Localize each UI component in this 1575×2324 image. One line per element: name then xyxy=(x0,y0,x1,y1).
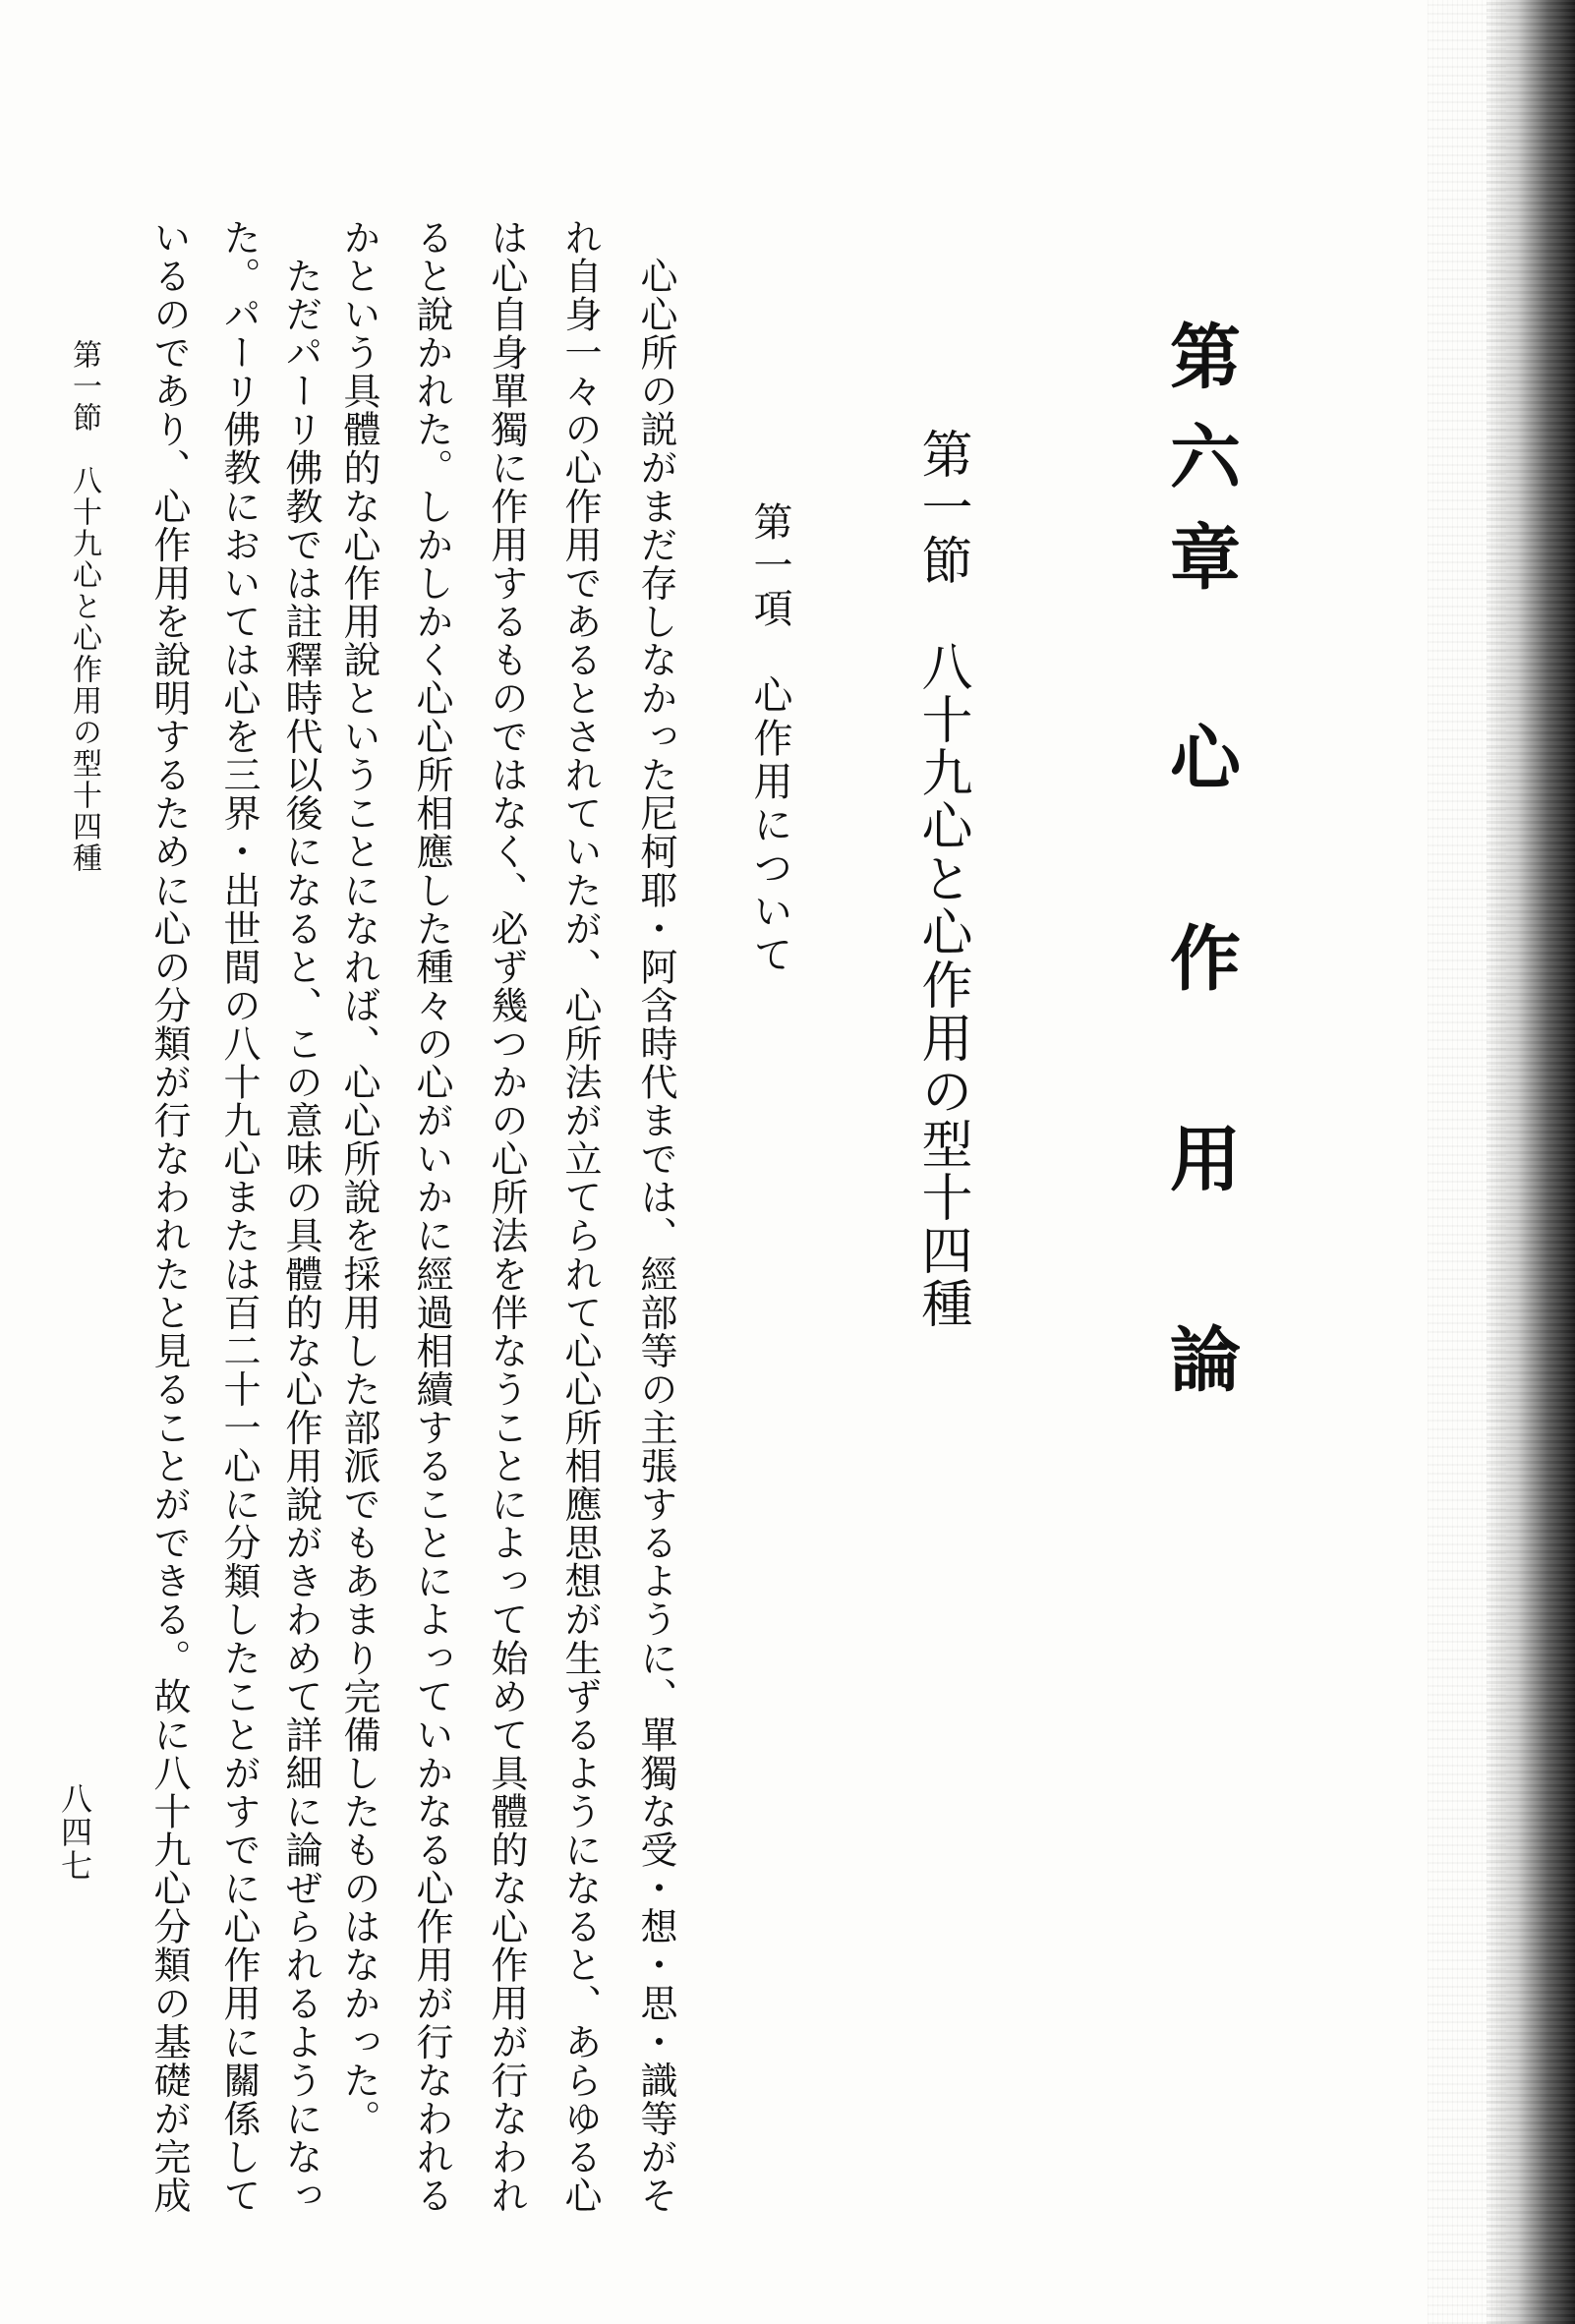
body-line: 心心所の説がまだ存しなかった尼柯耶・阿含時代までは、經部等の主張するように、單獨な受・想・思・識等がそ xyxy=(634,218,677,2215)
page-number: 八四七 xyxy=(56,1782,93,1883)
body-line: た。パーリ佛教においては心を三界・出世間の八十九心または百二十一心に分類したことがすでに心作用に關係して xyxy=(217,218,261,2215)
item-title: 第一項 心作用について xyxy=(747,501,792,977)
body-line: いるのであり、心作用を說明するために心の分類が行なわれたと見ることができる。故に八十九心分類の基礎が完成 xyxy=(147,218,191,2215)
body-line: れ自身一々の心作用であるとされていたが、心所法が立てられて心心所相應思想が生ずるようになると、あらゆる心 xyxy=(558,218,602,2215)
body-line: ただパーリ佛教では註釋時代以後になると、この意味の具體的な心作用說がきわめて詳細に論ぜられるようになっ xyxy=(279,218,322,2215)
running-head: 第一節 八十九心と心作用の型十四種 xyxy=(67,339,101,874)
section-title: 第一節 八十九心と心作用の型十四種 xyxy=(912,428,971,1330)
body-line: は心自身單獨に作用するものではなく、必ず幾つかの心所法を伴なうことによって始めて具體的な心作用が行なわれ xyxy=(485,218,528,2215)
chapter-title: 第六章 心 作 用 論 xyxy=(1158,320,1242,1423)
body-line: ると說かれた。しかしかく心心所相應した種々の心がいかに經過相續することによっていかなる心作用が行なわれる xyxy=(410,218,453,2215)
book-binding-edge xyxy=(1487,0,1575,2324)
body-line: かという具體的な心作用說ということになれば、心心所說を採用した部派でもあまり完備したものはなかった。 xyxy=(337,218,380,2138)
